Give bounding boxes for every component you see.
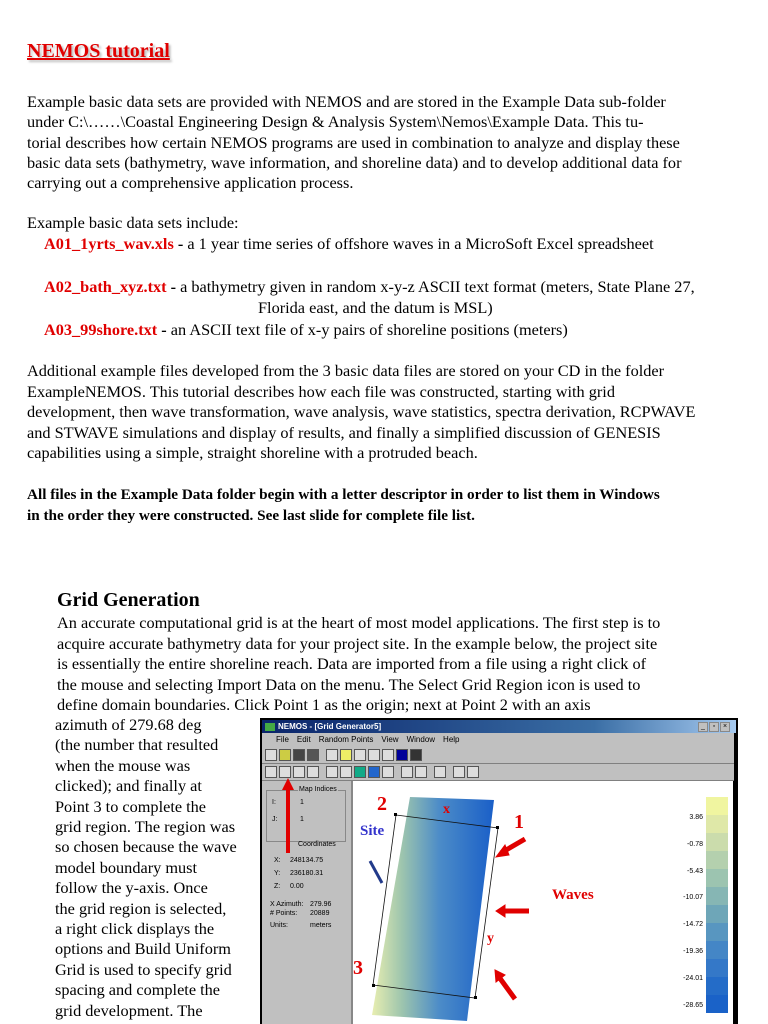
waves-label: Waves [552, 887, 594, 903]
dataset-desc: a bathymetry given in random x-y-z ASCII text format (meters, State Plane 27, [180, 277, 695, 296]
text-line: grid development. The [55, 1000, 203, 1020]
new-icon[interactable] [265, 749, 277, 761]
bathymetry-map [353, 781, 733, 1024]
text-line: grid region. The region was [55, 817, 236, 836]
close-button[interactable]: × [720, 722, 730, 732]
text-line: the mouse and selecting Import Data on the menu. The Select Grid Region icon is used to [57, 674, 641, 694]
j-value: 1 [300, 816, 304, 823]
text-line: carrying out a comprehensive application process. [27, 173, 354, 193]
pointer-arrow-icon [282, 778, 294, 853]
pan-icon[interactable] [467, 766, 479, 778]
select-grid-region-icon[interactable] [279, 766, 291, 778]
separator: - [157, 320, 171, 339]
menu-window[interactable]: Window [406, 735, 436, 744]
text-line: azimuth of 279.68 deg [55, 715, 202, 734]
legend-tick-label: 3.86 [689, 814, 703, 821]
text-line: in the order they were constructed. See last slide for complete file list. [27, 506, 475, 524]
dataset-file: A02_bath_xyz.txt [44, 277, 167, 296]
info-panel [262, 781, 353, 1024]
text-line: capabilities using a simple, straight shoreline with a protruded beach. [27, 443, 478, 462]
map-indices-group [266, 790, 346, 842]
tool2-icon[interactable] [382, 749, 394, 761]
legend-tick-label: -24.01 [683, 974, 703, 982]
points-value: 20889 [310, 910, 330, 917]
text-line: is essentially the entire shoreline reach. Data are imported from a file using a right click of [57, 654, 647, 673]
text-line: the grid region is selected, [55, 898, 227, 918]
legend-swatch [706, 941, 728, 959]
legend-tick-label: -19.36 [683, 948, 703, 955]
legend-swatch [706, 995, 728, 1013]
x-label: X: [274, 857, 281, 864]
legend-swatch [706, 833, 728, 851]
text-line: a right click displays the [55, 919, 215, 938]
legend-swatch [706, 959, 728, 977]
traffic-light-icon[interactable] [410, 749, 422, 761]
legend-swatch [706, 869, 728, 887]
point-2-label: 2 [377, 793, 387, 815]
map-icon[interactable] [354, 766, 366, 778]
print-icon[interactable] [326, 749, 338, 761]
point-3-label: 3 [353, 957, 363, 979]
legend-swatch [706, 851, 728, 869]
dataset-desc: an ASCII text file of x-y pairs of shoreline positions (meters) [170, 320, 568, 339]
z-value: 0.00 [290, 883, 304, 890]
legend-tick-label: -28.65 [683, 1001, 703, 1009]
grid-handle[interactable] [372, 984, 375, 987]
dataset-desc-cont: Florida east, and the datum is MSL) [258, 298, 493, 317]
points-label: # Points: [270, 910, 298, 917]
j-label: J: [272, 816, 278, 823]
map-canvas[interactable] [353, 781, 733, 1024]
site-arrow [370, 861, 382, 883]
line-icon[interactable] [307, 766, 319, 778]
rectangle-icon[interactable] [293, 766, 305, 778]
menu-edit[interactable]: Edit [296, 735, 311, 744]
standard-toolbar [262, 747, 734, 764]
y-value: 236180.31 [290, 870, 324, 877]
coordinates-label: Coordinates [298, 841, 336, 848]
maximize-button[interactable]: ▫ [709, 722, 719, 732]
dataset-a02 [44, 277, 695, 297]
separator: - [173, 234, 188, 253]
x-axis-label: x [443, 802, 450, 817]
zoom-out-icon[interactable] [415, 766, 427, 778]
triangle-icon[interactable] [340, 766, 352, 778]
y-label: Y: [274, 870, 281, 877]
grid-handle[interactable] [496, 826, 499, 829]
text-line: All files in the Example Data folder begin with a letter descriptor in order to list them in Windows [27, 486, 660, 503]
info-icon[interactable] [396, 749, 408, 761]
i-value: 1 [300, 799, 304, 806]
text-line: under C:\……\Coastal Engineering Design & Analysis System\Nemos\Example Data. This tu- [27, 112, 644, 132]
legend-tick-label: -10.07 [683, 894, 703, 902]
text-line: An accurate computational grid is at the heart of most model applications. The first step is to [57, 613, 661, 632]
contour-icon[interactable] [368, 766, 380, 778]
dataset-file: A01_1yrts_wav.xls [44, 234, 174, 253]
open-icon[interactable] [279, 749, 291, 761]
text-line: options and Build Uniform [55, 939, 231, 959]
point-1-label: 1 [514, 811, 524, 833]
menu-help[interactable]: Help [443, 735, 460, 744]
title-bar [262, 720, 736, 733]
dataset-a03 [44, 320, 568, 340]
tool-icon[interactable] [368, 749, 380, 761]
azimuth-value: 279.96 [310, 901, 332, 908]
separator: - [166, 277, 181, 296]
text-line: basic data sets (bathymetry, wave information, and shoreline data) and to develop additional data for [27, 152, 682, 172]
units-label: Units: [270, 922, 288, 929]
text-line: Example basic data sets are provided with NEMOS and are stored in the Example Data sub-folder [27, 92, 666, 111]
legend-swatch [706, 977, 728, 995]
z-label: Z: [274, 883, 281, 890]
page-title: NEMOS tutorial [27, 40, 170, 62]
text-line: ExampleNEMOS. This tutorial describes how each file was constructed, starting with grid [27, 381, 615, 401]
legend-swatch [706, 923, 728, 941]
y-axis-label: y [487, 931, 494, 946]
dataset-desc: a 1 year time series of offshore waves in a MicroSoft Excel spreadsheet [187, 234, 654, 253]
nemos-app-screenshot [260, 718, 738, 1024]
text-line: Grid is used to specify grid [55, 959, 232, 979]
text-line: model boundary must [55, 857, 197, 877]
help-icon[interactable] [340, 749, 352, 761]
text-line: development, then wave transformation, wave analysis, wave statistics, spectra derivation, RCPWAVE [27, 402, 696, 421]
grid-toolbar [262, 764, 734, 781]
i-label: I: [272, 799, 276, 806]
text-line: follow the y-axis. Once [55, 878, 208, 898]
text-line: define domain boundaries. Click Point 1 as the origin; next at Point 2 with an axis [57, 695, 591, 714]
text-line: spacing and complete the [55, 980, 221, 1000]
text-line: clicked); and finally at [55, 776, 202, 796]
point-icon[interactable] [326, 766, 338, 778]
save-all-icon[interactable] [307, 749, 319, 761]
text-line: and STWAVE simulations and display of results, and finally a simplified discussion of GENESIS [27, 422, 661, 442]
grid-icon[interactable] [382, 766, 394, 778]
wave-arrows [495, 839, 529, 999]
zoom-in-icon[interactable] [401, 766, 413, 778]
pointer-icon[interactable] [265, 766, 277, 778]
site-label: Site [360, 823, 385, 839]
text-line: Point 3 to complete the [55, 796, 207, 816]
text-line: (the number that resulted [55, 735, 219, 755]
text-line: acquire accurate bathymetry data for your project site. In the example below, the project site [57, 633, 658, 653]
x-value: 248134.75 [290, 857, 324, 864]
grid-generation-heading: Grid Generation [57, 589, 200, 611]
grid-handle[interactable] [394, 813, 397, 816]
text-line: torial describes how certain NEMOS programs are used in combination to analyze and display these [27, 132, 680, 152]
units-value: meters [310, 922, 332, 929]
filter-icon[interactable] [434, 766, 446, 778]
dataset-a01 [44, 234, 654, 254]
app-icon [265, 723, 275, 731]
legend-swatch [706, 905, 728, 923]
menu-file[interactable]: File [276, 735, 289, 744]
grid-handle[interactable] [474, 996, 477, 999]
legend-swatch [706, 887, 728, 905]
menu-view[interactable]: View [381, 735, 399, 744]
dataset-file: A03_99shore.txt [44, 320, 158, 339]
legend-tick-label: -0.78 [687, 840, 703, 848]
group-label: Map Indices [299, 786, 337, 793]
legend-swatch [706, 815, 728, 833]
magnify-icon[interactable] [453, 766, 465, 778]
legend-swatch [706, 797, 728, 815]
legend-tick-label: -14.72 [683, 921, 703, 929]
text-line: when the mouse was [55, 755, 191, 775]
text-line: so chosen because the wave [55, 837, 237, 857]
context-help-icon[interactable] [354, 749, 366, 761]
save-icon[interactable] [293, 749, 305, 761]
datasets-heading: Example basic data sets include: [27, 213, 239, 232]
window-title: NEMOS - [Grid Generator5] [278, 722, 382, 731]
menu-random-points[interactable]: Random Points [318, 735, 374, 744]
azimuth-label: X Azimuth: [270, 901, 304, 908]
legend-tick-label: -5.43 [687, 867, 703, 875]
text-line: Additional example files developed from the 3 basic data files are stored on your CD in the folder [27, 361, 665, 380]
menu-bar [262, 733, 734, 747]
minimize-button[interactable]: _ [698, 722, 708, 732]
